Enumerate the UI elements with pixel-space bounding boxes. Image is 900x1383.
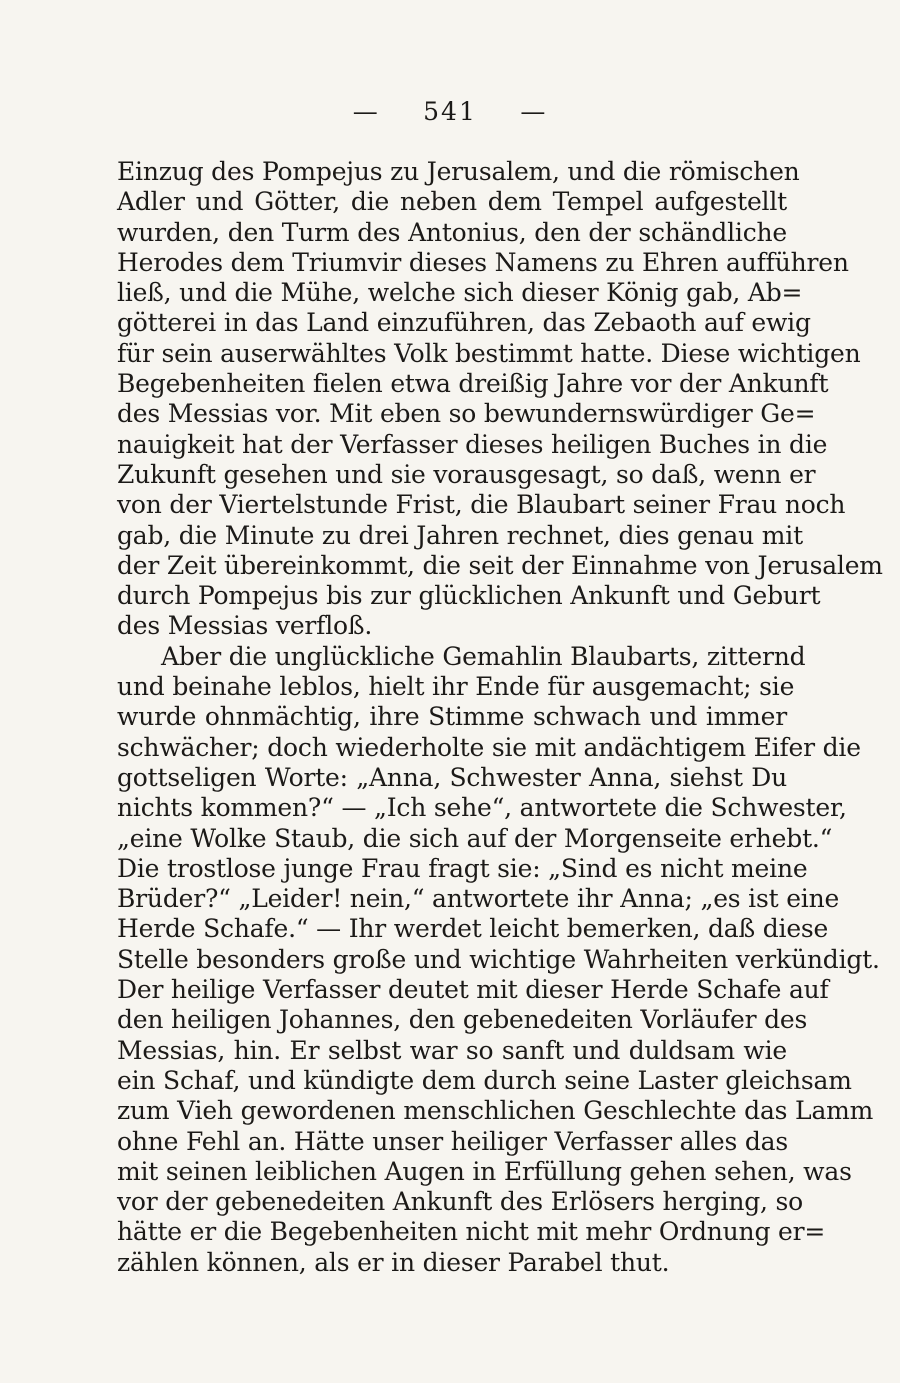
text-line: hätte er die Begebenheiten nicht mit mehr Ordnung er= [117, 1217, 826, 1247]
body-text [117, 157, 883, 1278]
text-line: den heiligen Johannes, den gebenedeiten Vorläufer des [117, 1005, 808, 1035]
page-header [0, 92, 900, 132]
text-line: des Messias vor. Mit eben so bewundernswürdiger Ge= [117, 399, 816, 429]
text-line: ohne Fehl an. Hätte unser heiliger Verfasser alles das [117, 1126, 788, 1156]
text-line: gab, die Minute zu drei Jahren rechnet, dies genau mit [117, 520, 803, 550]
text-line: Einzug des Pompejus zu Jerusalem, und die römischen [117, 157, 800, 186]
text-line: gottseligen Worte: „Anna, Schwester Anna, siehst Du [117, 762, 787, 792]
text-line: vor der gebenedeiten Ankunft des Erlösers herging, so [117, 1187, 803, 1217]
text-line: Brüder?“ „Leider! nein,“ antwortete ihr Anna; „es ist eine [117, 884, 840, 914]
text-line: Begebenheiten fielen etwa dreißig Jahre vor der Ankunft [117, 369, 829, 399]
text-line: mit seinen leiblichen Augen in Erfüllung gehen sehen, was [117, 1156, 852, 1186]
text-line: wurden, den Turm des Antonius, den der schändliche [117, 217, 787, 247]
text-line: Die trostlose junge Frau fragt sie: „Sind es nicht meine [117, 853, 808, 883]
text-line: zählen können, als er in dieser Parabel thut. [117, 1247, 670, 1277]
text-line: götterei in das Land einzuführen, das Zebaoth auf ewig [117, 308, 811, 338]
text-line: zum Vieh gewordenen menschlichen Geschlechte das Lamm [117, 1096, 874, 1126]
text-line: des Messias verfloß. [117, 611, 373, 641]
text-line: und beinahe leblos, hielt ihr Ende für ausgemacht; sie [117, 672, 795, 702]
text-line: Stelle besonders große und wichtige Wahrheiten verkündigt. [117, 944, 880, 974]
text-line: Adler und Götter, die neben dem Tempel aufgestellt [117, 187, 787, 217]
header-dash-right: — [520, 97, 548, 126]
text-line: „eine Wolke Staub, die sich auf der Morgenseite erhebt.“ [117, 823, 833, 853]
text-line: ließ, und die Mühe, welche sich dieser König gab, Ab= [117, 278, 803, 308]
text-line: Zukunft gesehen und sie vorausgesagt, so daß, wenn er [117, 459, 816, 489]
text-line: nichts kommen?“ — „Ich sehe“, antwortete die Schwester, [117, 793, 847, 823]
text-line: ein Schaf, und kündigte dem durch seine Laster gleichsam [117, 1065, 852, 1095]
page-number: 541 [423, 97, 477, 126]
paragraph-start-line: Aber die unglückliche Gemahlin Blaubarts, zitternd [161, 641, 806, 671]
header-dash-left: — [352, 97, 380, 126]
text-line: schwächer; doch wiederholte sie mit andächtigem Eifer die [117, 732, 861, 762]
text-line: nauigkeit hat der Verfasser dieses heiligen Buches in die [117, 429, 828, 459]
text-line: wurde ohnmächtig, ihre Stimme schwach und immer [117, 702, 787, 732]
text-line: Herodes dem Triumvir dieses Namens zu Ehren aufführen [117, 247, 849, 277]
text-line: von der Viertelstunde Frist, die Blaubart seiner Frau noch [117, 490, 846, 520]
text-line: Messias, hin. Er selbst war so sanft und duldsam wie [117, 1035, 787, 1065]
text-line: durch Pompejus bis zur glücklichen Ankunft und Geburt [117, 581, 821, 611]
text-line: der Zeit übereinkommt, die seit der Einnahme von Jerusalem [117, 550, 883, 580]
text-line: Herde Schafe.“ — Ihr werdet leicht bemerken, daß diese [117, 914, 829, 944]
text-line: Der heilige Verfasser deutet mit dieser Herde Schafe auf [117, 975, 829, 1005]
text-line: für sein auserwähltes Volk bestimmt hatte. Diese wichtigen [117, 338, 861, 368]
